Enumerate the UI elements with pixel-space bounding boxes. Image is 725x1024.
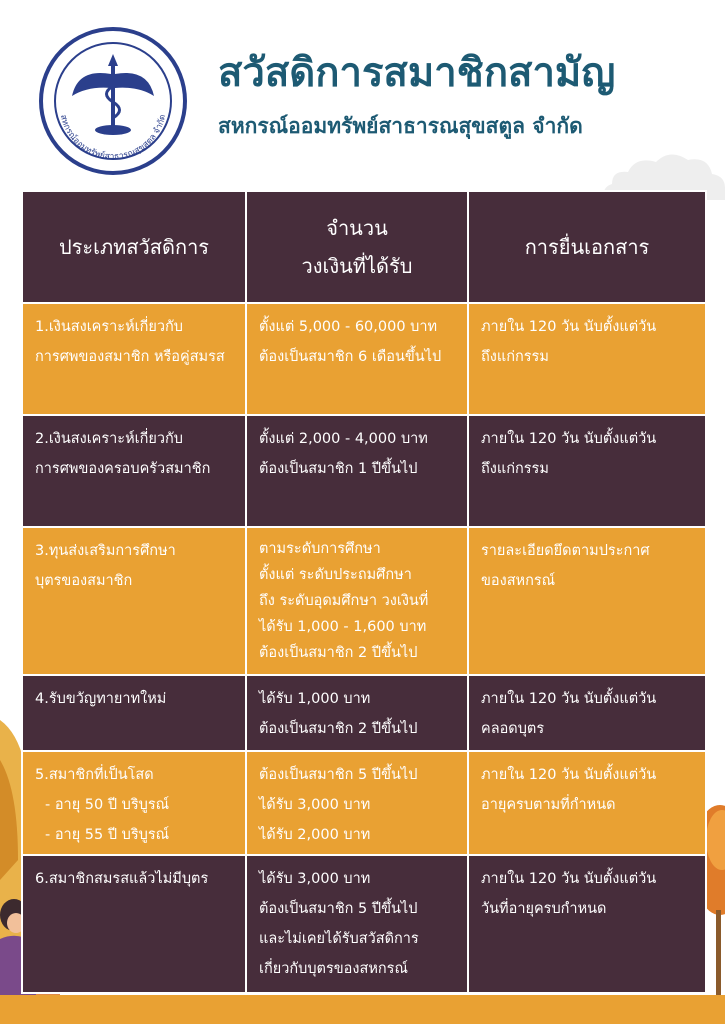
table-row — [22, 751, 706, 855]
submission-cell: ภายใน 120 วัน นับตั้งแต่วัน วันที่อายุครบกำหนด — [468, 855, 706, 993]
submission-cell: ภายใน 120 วัน นับตั้งแต่วัน ถึงแก่กรรม — [468, 303, 706, 415]
table-header-row — [22, 191, 706, 303]
amount-cell: ต้องเป็นสมาชิก 5 ปีขึ้นไป ได้รับ 3,000 บาท ได้รับ 2,000 บาท — [246, 751, 468, 855]
welfare-type-cell: 6.สมาชิกสมรสแล้วไม่มีบุตร — [22, 855, 246, 993]
logo-text: สหกรณ์ออมทรัพย์สาธารณสุขสตูล จำกัด — [57, 113, 169, 163]
table-row — [22, 527, 706, 675]
cooperative-seal-logo — [38, 26, 188, 176]
bottom-bar — [0, 995, 725, 1024]
table-row — [22, 303, 706, 415]
amount-cell: ตั้งแต่ 2,000 - 4,000 บาท ต้องเป็นสมาชิก 1 ปีขึ้นไป — [246, 415, 468, 527]
column-header-submission: การยื่นเอกสาร — [468, 191, 706, 303]
table-row — [22, 675, 706, 751]
table-row — [22, 855, 706, 993]
welfare-type-cell: 5.สมาชิกที่เป็นโสด - อายุ 50 ปี บริบูรณ์ - อายุ 55 ปี บริบูรณ์ — [22, 751, 246, 855]
amount-cell: ได้รับ 1,000 บาท ต้องเป็นสมาชิก 2 ปีขึ้นไป — [246, 675, 468, 751]
page-title: สวัสดิการสมาชิกสามัญ — [218, 50, 616, 96]
submission-cell: ภายใน 120 วัน นับตั้งแต่วัน คลอดบุตร — [468, 675, 706, 751]
welfare-type-cell: 4.รับขวัญทายาทใหม่ — [22, 675, 246, 751]
welfare-table — [21, 190, 707, 994]
welfare-type-cell: 2.เงินสงเคราะห์เกี่ยวกับ การศพของครอบครัวสมาชิก — [22, 415, 246, 527]
column-header-amount: จำนวน วงเงินที่ได้รับ — [246, 191, 468, 303]
welfare-type-cell: 3.ทุนส่งเสริมการศึกษา บุตรของสมาชิก — [22, 527, 246, 675]
submission-cell: ภายใน 120 วัน นับตั้งแต่วัน อายุครบตามที่กำหนด — [468, 751, 706, 855]
amount-cell: ได้รับ 3,000 บาท ต้องเป็นสมาชิก 5 ปีขึ้นไป และไม่เคยได้รับสวัสดิการ เกี่ยวกับบุตรของสหกรณ์ — [246, 855, 468, 993]
amount-cell: ตามระดับการศึกษา ตั้งแต่ ระดับประถมศึกษา ถึง ระดับอุดมศึกษา วงเงินที่ ได้รับ 1,000 - 1,600 บาท ต้องเป็นสมาชิก 2 ปีขึ้นไป — [246, 527, 468, 675]
page-subtitle: สหกรณ์ออมทรัพย์สาธารณสุขสตูล จำกัด — [218, 114, 583, 138]
welfare-type-cell: 1.เงินสงเคราะห์เกี่ยวกับ การศพของสมาชิก หรือคู่สมรส — [22, 303, 246, 415]
table-row — [22, 415, 706, 527]
column-header-type: ประเภทสวัสดิการ — [22, 191, 246, 303]
submission-cell: รายละเอียดยึดตามประกาศ ของสหกรณ์ — [468, 527, 706, 675]
amount-cell: ตั้งแต่ 5,000 - 60,000 บาท ต้องเป็นสมาชิก 6 เดือนขึ้นไป — [246, 303, 468, 415]
submission-cell: ภายใน 120 วัน นับตั้งแต่วัน ถึงแก่กรรม — [468, 415, 706, 527]
